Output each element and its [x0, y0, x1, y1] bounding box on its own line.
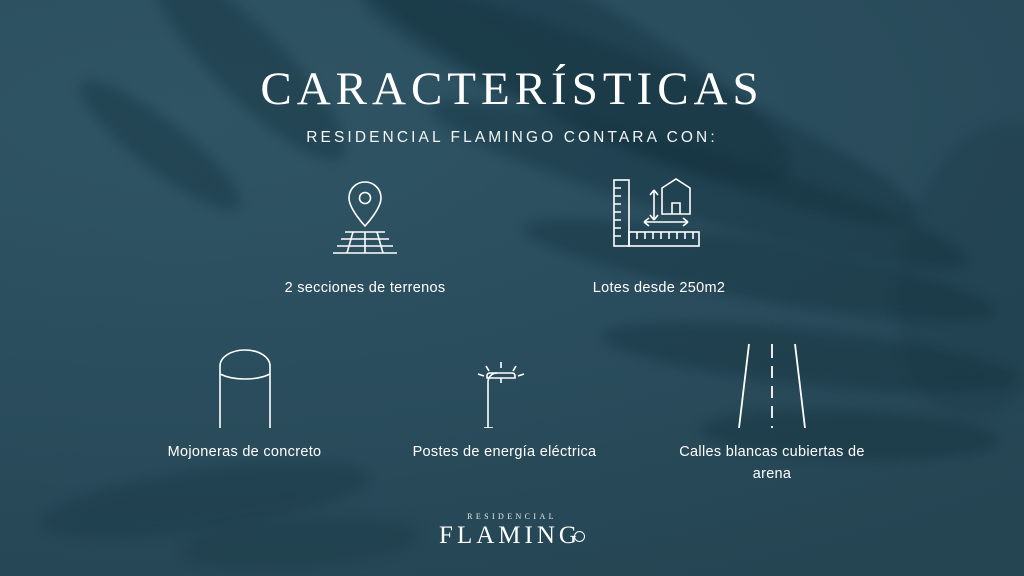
- feature-label: Postes de energía eléctrica: [412, 444, 597, 460]
- features-row-2: [0, 336, 1024, 486]
- feature-label: Lotes desde 250m2: [592, 280, 726, 296]
- feature-label: Calles blancas cubiertas de arena: [679, 444, 865, 482]
- logo-top-text: RESIDENCIAL: [467, 512, 557, 521]
- page-subtitle: RESIDENCIAL FLAMINGO CONTARA CON:: [306, 129, 718, 146]
- lot-size-ruler-icon: [604, 172, 714, 264]
- features-row-1: [0, 172, 1024, 300]
- feature-lot-size: [559, 172, 759, 300]
- feature-roads: [665, 336, 880, 486]
- feature-sections: [265, 172, 465, 300]
- feature-street-lamps: [405, 336, 605, 464]
- logo-main-text: [439, 522, 585, 550]
- feature-concrete-markers: [145, 336, 345, 464]
- brand-logo: [0, 512, 1024, 550]
- logo-circle-icon: [574, 531, 585, 542]
- location-pin-land-icon: [315, 172, 415, 264]
- road-icon: [727, 336, 817, 428]
- page-title: CARACTERÍSTICAS: [260, 63, 764, 115]
- logo-wordmark: FLAMING: [439, 522, 581, 549]
- street-lamp-icon: [460, 336, 550, 428]
- concrete-marker-icon: [200, 336, 290, 428]
- feature-label: 2 secciones de terrenos: [284, 280, 446, 296]
- feature-label: Mojoneras de concreto: [167, 444, 322, 460]
